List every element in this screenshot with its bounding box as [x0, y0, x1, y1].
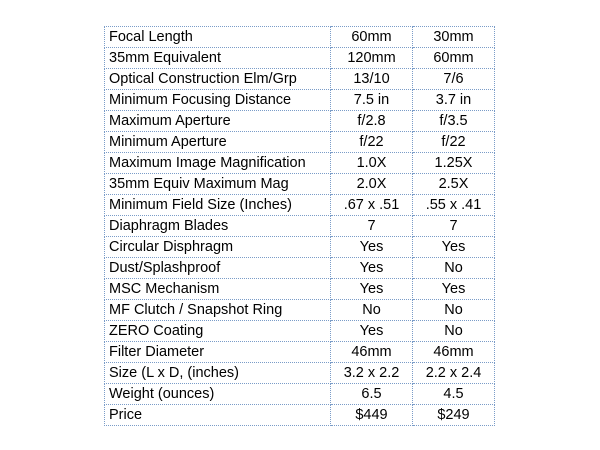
spec-value-30mm-cell: f/22	[413, 132, 495, 153]
spec-label-cell: Minimum Aperture	[105, 132, 331, 153]
table-row	[105, 363, 495, 384]
spec-value-60mm-cell: 60mm	[331, 27, 413, 48]
table-row	[105, 27, 495, 48]
table-row	[105, 405, 495, 426]
spec-value-30mm-cell: 30mm	[413, 27, 495, 48]
spec-label-cell: Dust/Splashproof	[105, 258, 331, 279]
spec-label-cell: MF Clutch / Snapshot Ring	[105, 300, 331, 321]
spec-value-30mm-cell: Yes	[413, 237, 495, 258]
spec-label-cell: Optical Construction Elm/Grp	[105, 69, 331, 90]
spec-label-cell: Minimum Field Size (Inches)	[105, 195, 331, 216]
spec-value-60mm-cell: 1.0X	[331, 153, 413, 174]
spec-label-cell: Minimum Focusing Distance	[105, 90, 331, 111]
spec-value-30mm-cell: 7	[413, 216, 495, 237]
lens-spec-table	[104, 26, 495, 426]
spec-value-60mm-cell: f/2.8	[331, 111, 413, 132]
spec-label-cell: Size (L x D, (inches)	[105, 363, 331, 384]
table-row	[105, 321, 495, 342]
table-row	[105, 342, 495, 363]
spec-value-60mm-cell: f/22	[331, 132, 413, 153]
spec-value-60mm-cell: Yes	[331, 321, 413, 342]
spec-value-60mm-cell: $449	[331, 405, 413, 426]
table-row	[105, 48, 495, 69]
spec-value-30mm-cell: Yes	[413, 279, 495, 300]
spec-value-60mm-cell: 7	[331, 216, 413, 237]
table-row	[105, 174, 495, 195]
spec-value-60mm-cell: 120mm	[331, 48, 413, 69]
table-row	[105, 153, 495, 174]
spec-value-30mm-cell: 3.7 in	[413, 90, 495, 111]
spec-value-30mm-cell: 60mm	[413, 48, 495, 69]
spec-label-cell: Price	[105, 405, 331, 426]
spec-value-30mm-cell: $249	[413, 405, 495, 426]
spec-label-cell: 35mm Equivalent	[105, 48, 331, 69]
spec-value-60mm-cell: Yes	[331, 237, 413, 258]
spec-value-60mm-cell: No	[331, 300, 413, 321]
spec-label-cell: 35mm Equiv Maximum Mag	[105, 174, 331, 195]
table-row	[105, 195, 495, 216]
table-row	[105, 384, 495, 405]
spec-value-60mm-cell: .67 x .51	[331, 195, 413, 216]
spec-label-cell: Weight (ounces)	[105, 384, 331, 405]
spec-value-60mm-cell: 2.0X	[331, 174, 413, 195]
spec-value-30mm-cell: 7/6	[413, 69, 495, 90]
spec-label-cell: Diaphragm Blades	[105, 216, 331, 237]
spec-label-cell: Maximum Image Magnification	[105, 153, 331, 174]
spec-value-60mm-cell: Yes	[331, 258, 413, 279]
table-row	[105, 300, 495, 321]
spec-value-30mm-cell: No	[413, 300, 495, 321]
spec-label-cell: ZERO Coating	[105, 321, 331, 342]
spec-value-30mm-cell: 1.25X	[413, 153, 495, 174]
spec-value-60mm-cell: Yes	[331, 279, 413, 300]
table-row	[105, 258, 495, 279]
spec-value-30mm-cell: 46mm	[413, 342, 495, 363]
table-row	[105, 111, 495, 132]
table-row	[105, 279, 495, 300]
spec-label-cell: Filter Diameter	[105, 342, 331, 363]
table-row	[105, 90, 495, 111]
spec-value-60mm-cell: 13/10	[331, 69, 413, 90]
spec-value-30mm-cell: 4.5	[413, 384, 495, 405]
spec-label-cell: Focal Length	[105, 27, 331, 48]
spec-value-60mm-cell: 7.5 in	[331, 90, 413, 111]
spec-value-60mm-cell: 3.2 x 2.2	[331, 363, 413, 384]
spec-value-30mm-cell: 2.2 x 2.4	[413, 363, 495, 384]
spec-table-body	[105, 27, 495, 426]
spec-label-cell: Circular Disphragm	[105, 237, 331, 258]
spec-label-cell: MSC Mechanism	[105, 279, 331, 300]
table-row	[105, 69, 495, 90]
spec-label-cell: Maximum Aperture	[105, 111, 331, 132]
spec-value-30mm-cell: .55 x .41	[413, 195, 495, 216]
spec-value-30mm-cell: f/3.5	[413, 111, 495, 132]
spec-value-30mm-cell: 2.5X	[413, 174, 495, 195]
spec-value-60mm-cell: 6.5	[331, 384, 413, 405]
spec-value-30mm-cell: No	[413, 321, 495, 342]
table-row	[105, 216, 495, 237]
spec-value-30mm-cell: No	[413, 258, 495, 279]
table-row	[105, 237, 495, 258]
table-row	[105, 132, 495, 153]
spec-value-60mm-cell: 46mm	[331, 342, 413, 363]
